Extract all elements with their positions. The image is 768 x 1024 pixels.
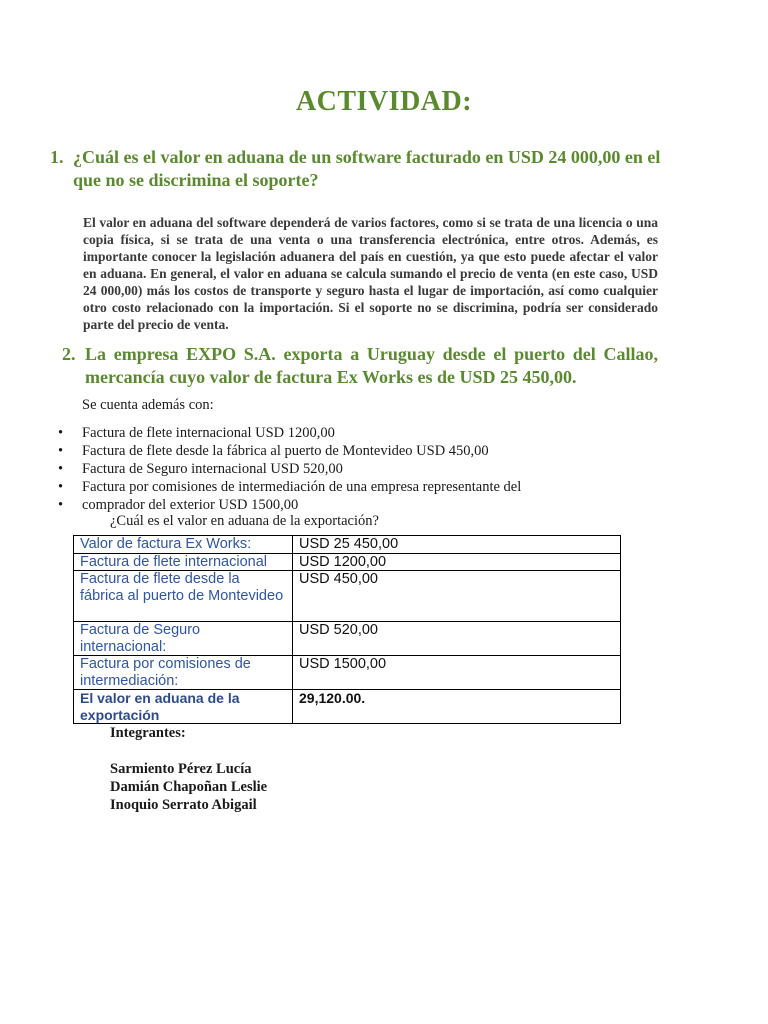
list-item — [58, 442, 598, 460]
list-item-text: Factura de flete internacional USD 1200,00 — [82, 425, 335, 441]
question-2-text: La empresa EXPO S.A. exporta a Uruguay desde el puerto del Callao, mercancía cuyo valor de factura Ex Works es de USD 25 450,00. — [85, 344, 658, 387]
list-item-text: Factura por comisiones de intermediación de una empresa representante del — [82, 479, 522, 495]
bullet-icon: • — [58, 479, 64, 495]
table-cell-value: USD 1200,00 — [293, 553, 621, 571]
table-cell-label: Factura de flete internacional — [74, 553, 293, 571]
intro-text: Se cuenta además con: — [82, 397, 214, 413]
list-item-text: Factura de Seguro internacional USD 520,00 — [82, 461, 343, 477]
list-item — [58, 460, 598, 478]
list-item — [58, 478, 598, 496]
question-2-number: 2. — [62, 344, 76, 364]
table-cell-label: El valor en aduana de la exportación — [74, 690, 293, 724]
question-1-number: 1. — [50, 147, 64, 167]
table-row-total — [74, 690, 621, 724]
member-name: Sarmiento Pérez Lucía — [110, 761, 252, 777]
table-question: ¿Cuál es el valor en aduana de la exportación? — [110, 513, 379, 529]
bullet-list — [58, 424, 598, 514]
member-name: Inoquio Serrato Abigail — [110, 797, 257, 813]
answer-1: El valor en aduana del software dependerá de varios factores, como si se trata de una licencia o una copia física, si se trata de una venta o una transferencia electrónica, entre otros. Además, es importante conocer la legislación aduanera del país en cuestión, ya que esto puede afectar el valor en aduana. En general, el valor en aduana se calcula sumando el precio de venta (en este caso, USD 24 000,00) más los costos de transporte y seguro hasta el lugar de importación, así como cualquier otro costo relacionado con la importación. Si el soporte no se discrimina, podría ser considerado parte del precio de venta. — [83, 215, 658, 332]
table-cell-value: USD 1500,00 — [293, 656, 621, 690]
page-title: ACTIVIDAD: — [295, 86, 473, 117]
table-cell-label: Factura de Seguro internacional: — [74, 622, 293, 656]
list-item — [58, 424, 598, 442]
list-item-text: comprador del exterior USD 1500,00 — [82, 497, 299, 513]
table-row — [74, 553, 621, 571]
table-cell-value: USD 520,00 — [293, 622, 621, 656]
table-row — [74, 536, 621, 554]
customs-value-table — [73, 535, 621, 724]
table-row — [74, 656, 621, 690]
question-2 — [62, 343, 658, 389]
members-section — [110, 724, 267, 814]
question-1 — [50, 146, 670, 192]
question-1-text: ¿Cuál es el valor en aduana de un software facturado en USD 24 000,00 en el que no se discrimina el soporte? — [73, 147, 661, 190]
member-name: Damián Chapoñan Leslie — [110, 779, 268, 795]
table-row — [74, 622, 621, 656]
table-cell-label: Factura de flete desde la fábrica al puerto de Montevideo — [74, 571, 293, 622]
list-item — [58, 496, 598, 514]
table-cell-label: Factura por comisiones de intermediación: — [74, 656, 293, 690]
bullet-icon: • — [58, 461, 64, 477]
table-row — [74, 571, 621, 622]
table-cell-value: USD 25 450,00 — [293, 536, 621, 554]
members-heading: Integrantes: — [110, 725, 186, 741]
table-cell-value: USD 450,00 — [293, 571, 621, 622]
bullet-icon: • — [58, 425, 64, 441]
list-item-text: Factura de flete desde la fábrica al puerto de Montevideo USD 450,00 — [82, 443, 489, 459]
bullet-icon: • — [58, 443, 64, 459]
bullet-icon: • — [58, 497, 64, 513]
table-cell-value: 29,120.00. — [293, 690, 621, 724]
table-cell-label: Valor de factura Ex Works: — [74, 536, 293, 554]
